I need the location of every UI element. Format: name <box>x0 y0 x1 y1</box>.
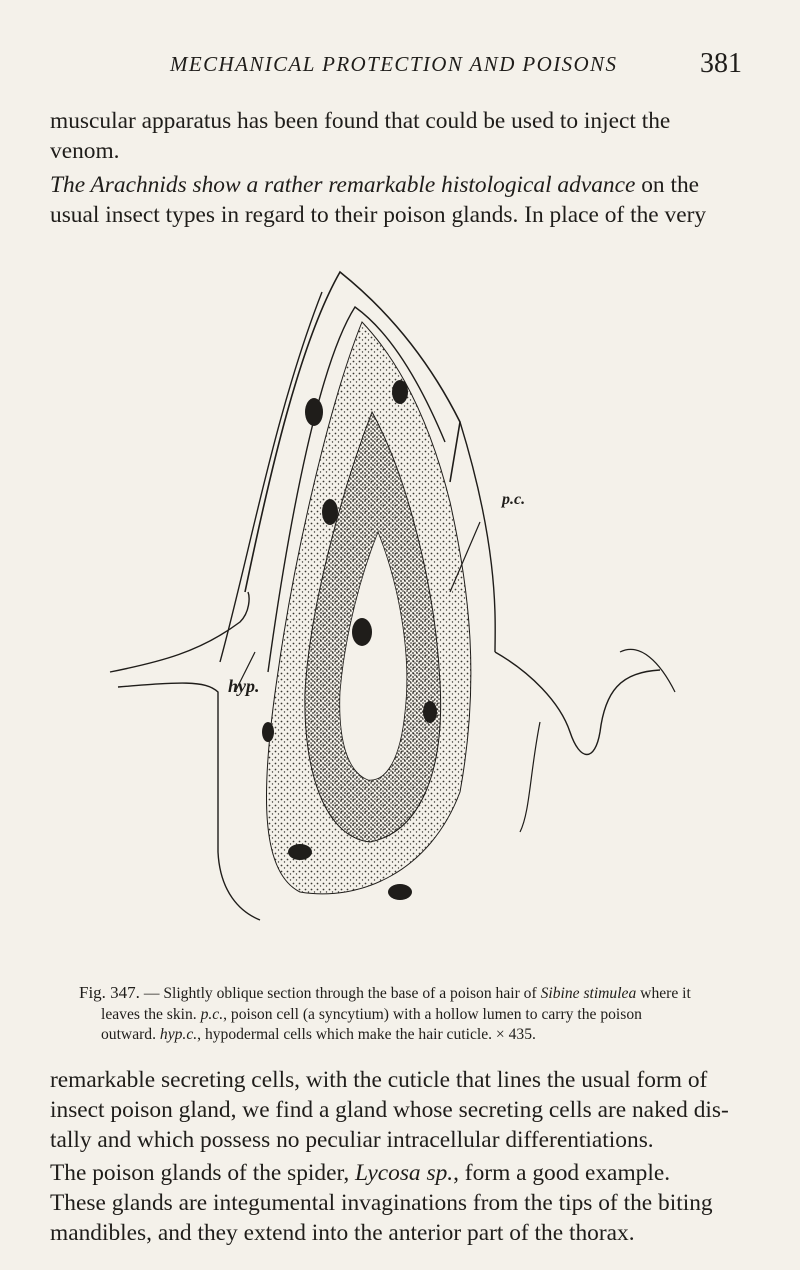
p4-line-1-post: , form a good example. <box>453 1160 671 1186</box>
p3-line-1: remarkable secreting cells, with the cuticle that lines the usual form of <box>50 1067 708 1093</box>
p3-line-3: tally and which possess no peculiar intracellular differentiations. <box>50 1127 654 1153</box>
caption-hypc: hyp.c. <box>159 1026 198 1043</box>
p3-line-2: insect poison gland, we find a gland whose secreting cells are naked dis- <box>50 1097 729 1123</box>
caption-line-3-post: , hypodermal cells which make the hair cuticle. × 435. <box>197 1026 536 1043</box>
p4-line-2: These glands are integumental invaginations from the tips of the biting <box>50 1190 713 1216</box>
caption-part-1: Slightly oblique section through the base of a poison hair of <box>163 985 541 1002</box>
page-number: 381 <box>700 48 742 79</box>
caption-fig-label: Fig. 347. <box>79 983 140 1002</box>
paragraph-4 <box>50 1158 750 1248</box>
caption-species: Sibine stimulea <box>540 985 637 1002</box>
caption-line-1 <box>79 983 741 1005</box>
paragraph-2 <box>50 170 750 230</box>
caption-pc: p.c. <box>200 1005 224 1023</box>
paragraph-1 <box>50 106 750 166</box>
p2-line-2: usual insect types in regard to their poison glands. In place of the very <box>50 202 707 228</box>
p4-line-3: mandibles, and they extend into the anterior part of the thorax. <box>50 1220 635 1246</box>
figure-347 <box>100 252 700 982</box>
figure-caption <box>79 983 741 1046</box>
caption-dash: — <box>139 985 164 1002</box>
page-header <box>0 48 800 88</box>
caption-line-2 <box>79 1005 741 1026</box>
caption-line-3 <box>79 1025 741 1046</box>
label-pc: p.c. <box>502 491 526 508</box>
figure-illustration <box>100 252 700 982</box>
p1-line-2: venom. <box>50 138 120 164</box>
p4-species: Lycosa sp. <box>355 1160 454 1186</box>
p2-line-1-rest: on the <box>635 172 700 198</box>
p1-line-1: muscular apparatus has been found that could be used to inject the <box>50 108 671 134</box>
p2-italic-lead: The Arachnids show a rather remarkable histological advance <box>50 172 636 198</box>
caption-part-2: where it <box>636 985 691 1002</box>
caption-line-2-post: , poison cell (a syncytium) with a hollow lumen to carry the poison <box>223 1005 642 1023</box>
label-hyp: hyp. <box>228 676 260 696</box>
caption-line-2-pre: leaves the skin. <box>101 1005 201 1023</box>
p4-line-1-pre: The poison glands of the spider, <box>50 1160 356 1186</box>
caption-line-3-pre: outward. <box>101 1026 160 1043</box>
running-head: MECHANICAL PROTECTION AND POISONS <box>170 52 618 76</box>
paragraph-3 <box>50 1065 750 1155</box>
